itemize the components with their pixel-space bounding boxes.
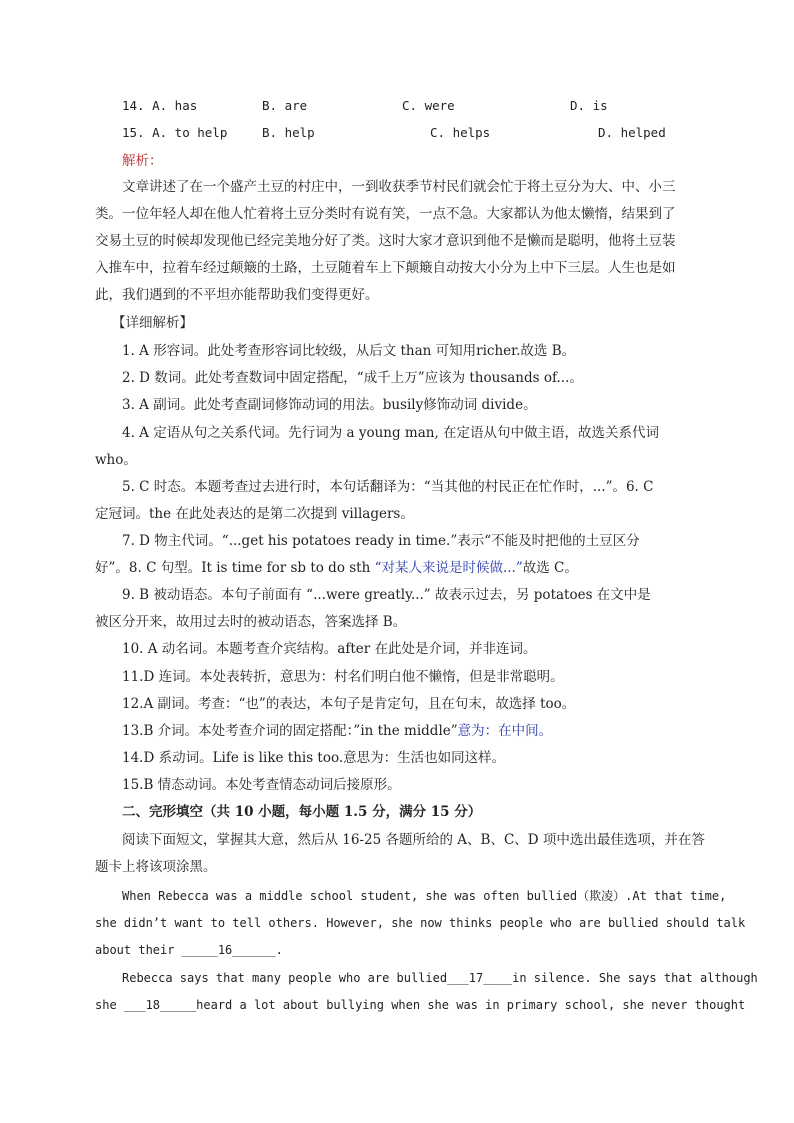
- detail-item-7: 7. D 物主代词。“...get his potatoes ready in time.”表示“不能及时把他的土豆区分: [122, 533, 640, 549]
- detail-item-8-tail: 故选 C。: [522, 560, 578, 576]
- detail-item-11: 11.D 连词。本处表转折，意思为：村名们明白他不懒惰，但是非常聪明。: [122, 669, 564, 685]
- section-title: 二、完形填空（共 10 小题，每小题 1.5 分，满分 15 分）: [122, 804, 482, 820]
- detail-item-9-cont: 被区分开来，故用过去时的被动语态，答案选择 B。: [95, 614, 407, 630]
- q15-option-a: 15. A. to help: [122, 125, 228, 140]
- detail-item-1: 1. A 形容词。此处考查形容词比较级，从后文 than 可知用richer.故选 B。: [122, 343, 576, 359]
- summary-line: 入推车中，拉着车经过颠簸的土路，土豆随着车上下颠簸自动按大小分为上中下三层。人生也是如: [95, 260, 676, 276]
- detail-item-2: 2. D 数词。此处考查数词中固定搭配，“成千上万”应该为 thousands of...。: [122, 370, 583, 386]
- detail-item-5: 5. C 时态。本题考查过去进行时，本句话翻译为：“当其他的村民正在忙作时，...”。6. C: [122, 479, 654, 495]
- detail-item-4-cont: who。: [95, 452, 137, 468]
- instructions-line: 题卡上将该项涂黑。: [95, 859, 217, 875]
- detail-item-13-text: 13.B 介词。本处考查介词的固定搭配：”in the middle”: [122, 723, 458, 739]
- detail-item-13-translation: 意为：在中间。: [457, 723, 553, 739]
- q15-option-d: D. helped: [598, 125, 666, 140]
- summary-line: 此，我们遇到的不平坦亦能帮助我们变得更好。: [95, 287, 379, 303]
- q14-option-d: D. is: [570, 98, 608, 113]
- detail-item-8-text: 好”。8. C 句型。It is time for sb to do sth: [95, 560, 375, 576]
- detail-item-8-translation: “对某人来说是时候做...”: [374, 560, 523, 576]
- detail-item-13: [122, 722, 698, 740]
- passage-line: Rebecca says that many people who are bullied___17____in silence. She says that although: [122, 971, 758, 985]
- passage-line: she ___18_____heard a lot about bullying when she was in primary school, she never thought: [95, 998, 746, 1012]
- summary-line: 类。一位年轻人却在他人忙着将土豆分类时有说有笑，一点不急。大家都认为他太懒惰，结果到了: [95, 206, 676, 222]
- instructions-line: 阅读下面短文，掌握其大意，然后从 16-25 各题所给的 A、B、C、D 项中选出最佳选项，并在答: [122, 832, 705, 848]
- q14-option-b: B. are: [262, 98, 308, 113]
- detail-item-4: 4. A 定语从句之关系代词。先行词为 a young man, 在定语从句中做主语，故选关系代词: [122, 425, 660, 441]
- passage-line: When Rebecca was a middle school student, she was often bullied（欺凌）.At that time,: [122, 889, 727, 903]
- detail-item-12: 12.A 副词。考查：“也”的表达，本句子是肯定句，且在句末，故选择 too。: [122, 696, 576, 712]
- analysis-label: 解析：: [122, 153, 163, 169]
- detail-item-15: 15.B 情态动词。本处考查情态动词后接原形。: [122, 777, 401, 793]
- detail-item-3: 3. A 副词。此处考查副词修饰动词的用法。busily修饰动词 divide。: [122, 397, 537, 413]
- passage-line: she didn’t want to tell others. However, she now thinks people who are bullied should talk: [95, 916, 746, 930]
- q14-option-c: C. were: [402, 98, 455, 113]
- q14-option-a: 14. A. has: [122, 98, 198, 113]
- detail-label: 【详细解析】: [112, 315, 193, 331]
- q15-option-c: C. helps: [430, 125, 491, 140]
- detail-item-8: [95, 559, 698, 577]
- summary-line: 交易土豆的时候却发现他已经完美地分好了类。这时大家才意识到他不是懒而是聪明，他将土豆装: [95, 233, 676, 249]
- detail-item-9: 9. B 被动语态。本句子前面有 “...were greatly...” 故表示过去，另 potatoes 在文中是: [122, 587, 651, 603]
- q15-option-b: B. help: [262, 125, 315, 140]
- passage-line: about their _____16______.: [95, 943, 283, 957]
- detail-item-14: 14.D 系动词。Life is like this too.意思为：生活也如同这样。: [122, 750, 506, 766]
- summary-line: 文章讲述了在一个盛产土豆的村庄中，一到收获季节村民们就会忙于将土豆分为大、中、小三: [122, 179, 676, 195]
- detail-item-6: 定冠词。the 在此处表达的是第二次提到 villagers。: [95, 506, 414, 522]
- detail-item-10: 10. A 动名词。本题考查介宾结构。after 在此处是介词，并非连词。: [122, 641, 537, 657]
